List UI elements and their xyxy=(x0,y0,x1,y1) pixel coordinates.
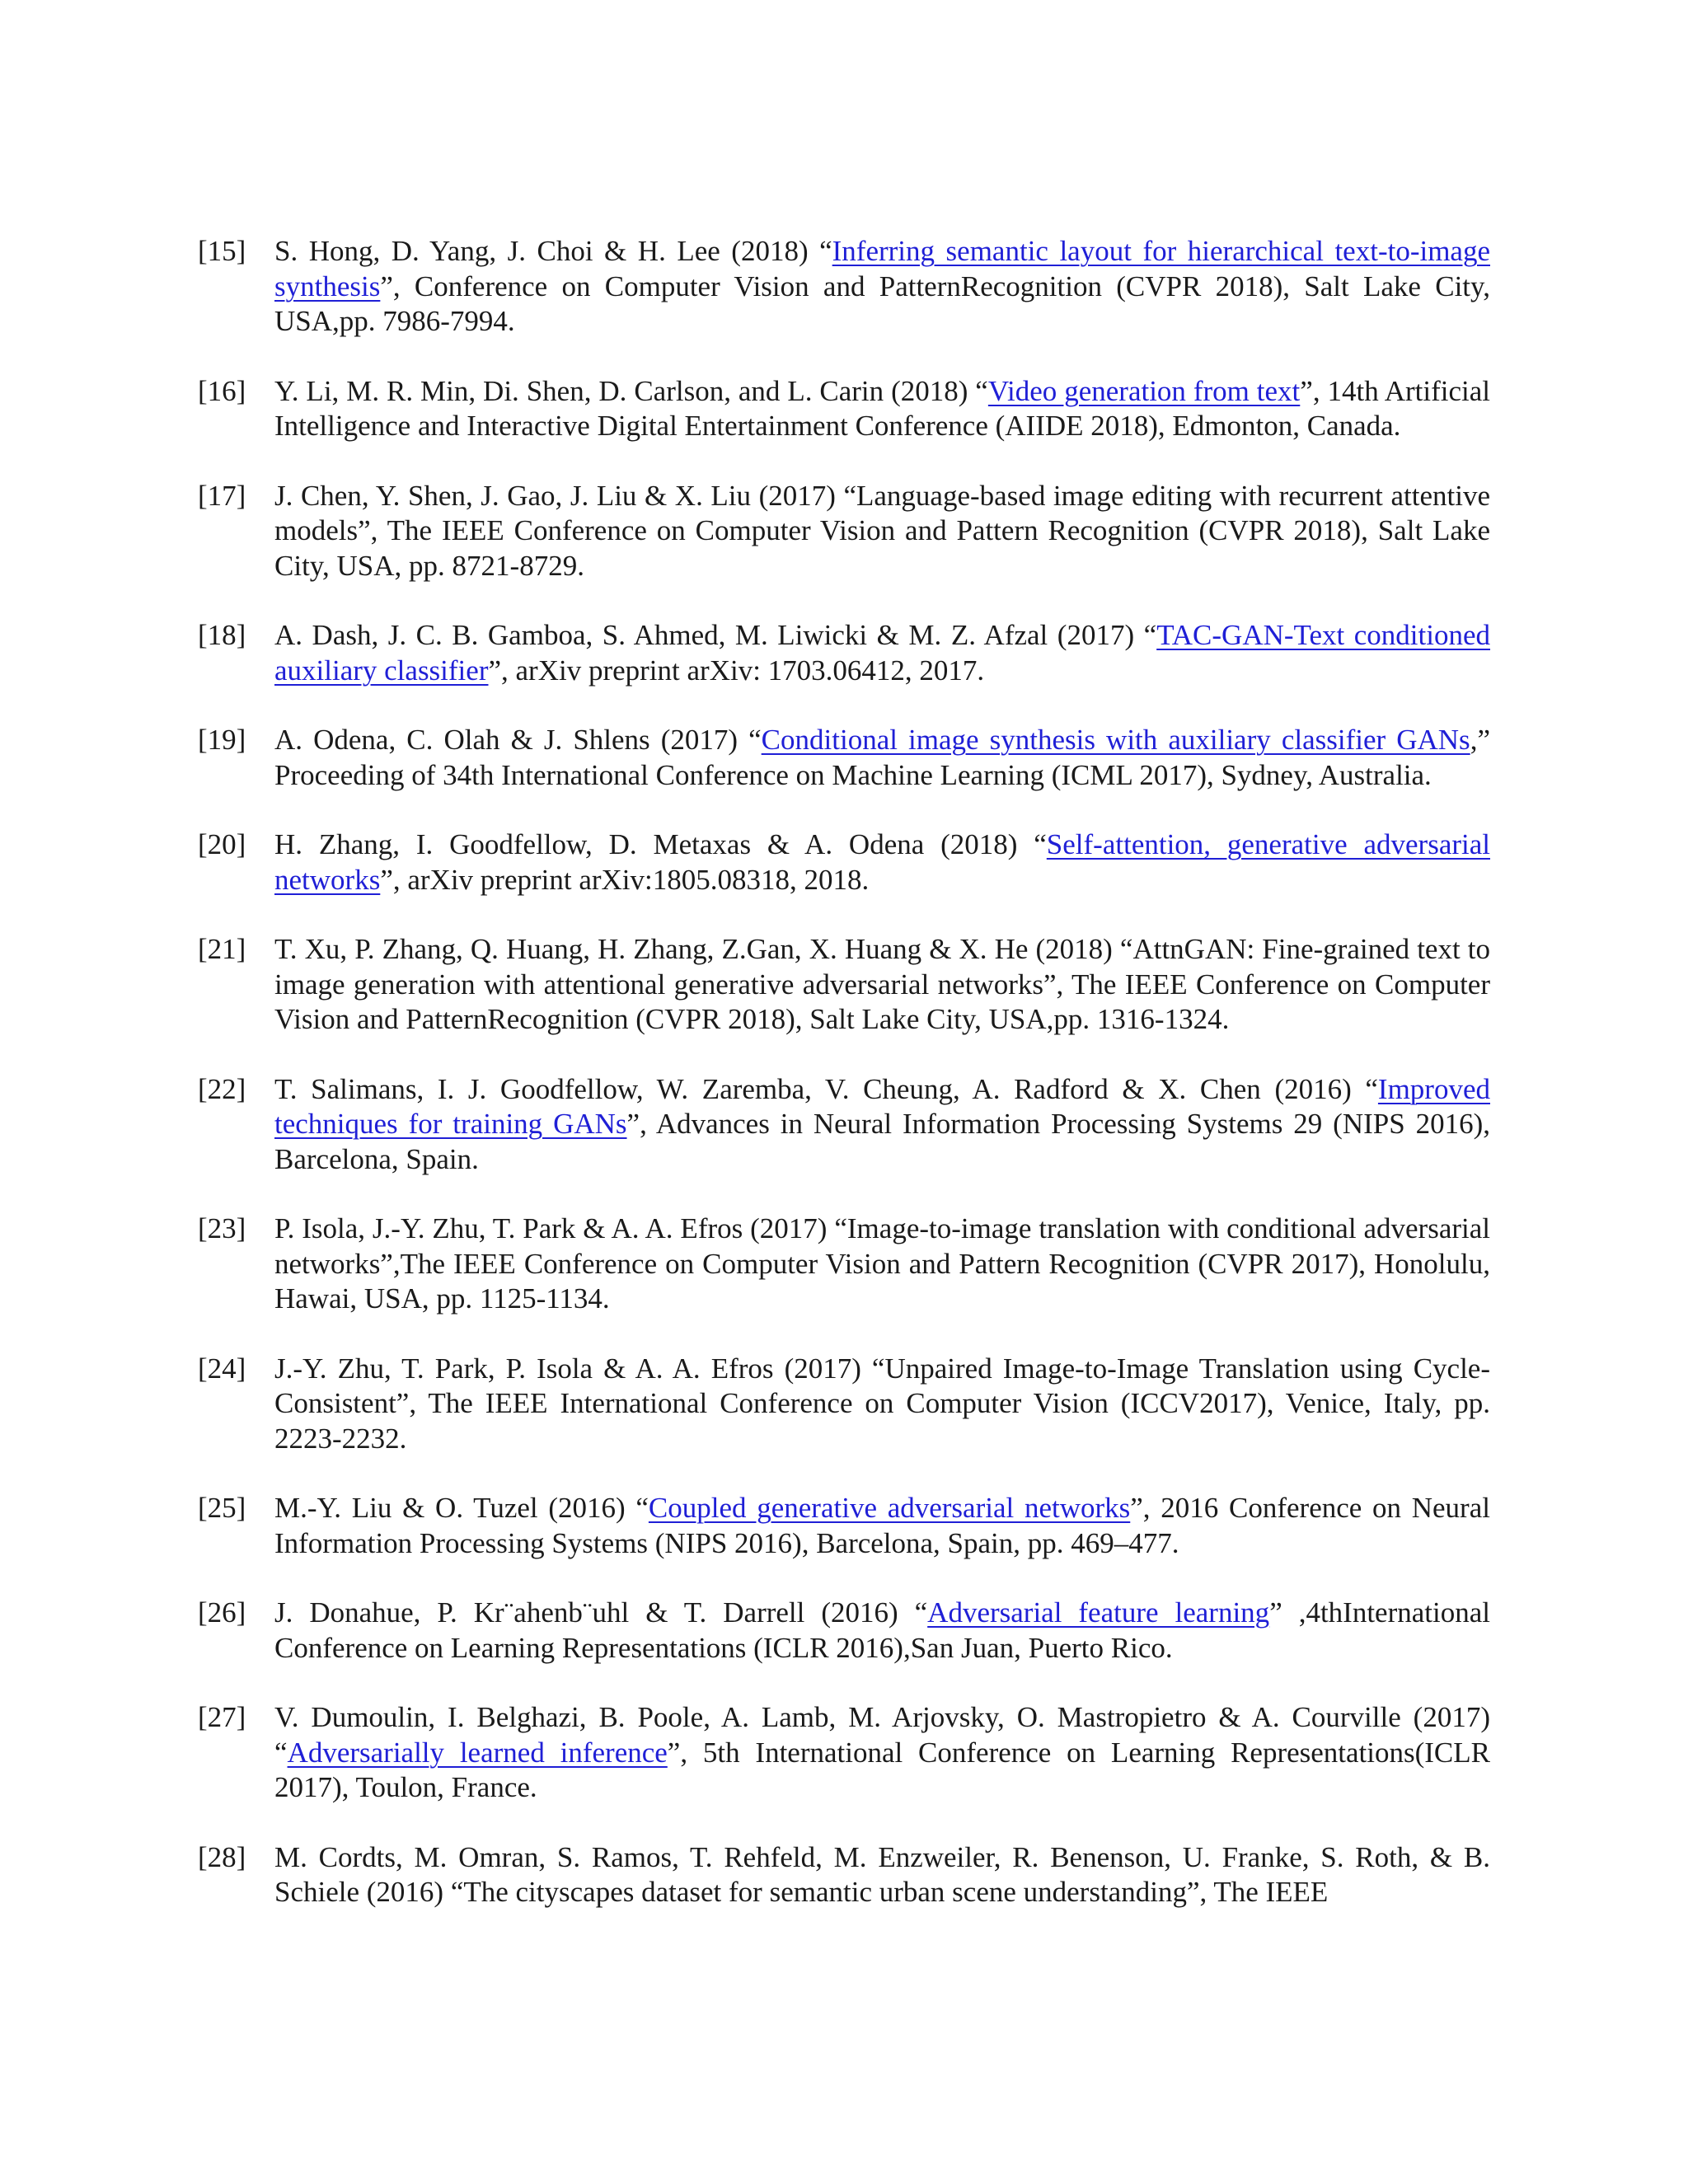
reference-text-lead: J. Chen, Y. Shen, J. Gao, J. Liu & X. Liu (2017) “Language-based image editing with recurrent attentive models”, The IEEE Conference on Computer Vision and Pattern Recognition (CVPR 2018), Salt Lake City, USA, pp. 8721-8729. xyxy=(274,479,1490,582)
reference-number: [20] xyxy=(198,828,246,860)
reference-entry xyxy=(198,618,1490,688)
reference-title-link[interactable]: Conditional image synthesis with auxiliary classifier GANs xyxy=(761,724,1470,756)
reference-entry xyxy=(198,1840,1490,1910)
reference-number: [19] xyxy=(198,724,246,756)
reference-number: [23] xyxy=(198,1212,246,1244)
reference-text xyxy=(274,1072,1490,1178)
reference-text-lead: S. Hong, D. Yang, J. Choi & H. Lee (2018) “ xyxy=(274,235,832,267)
reference-title-link[interactable]: Self-attention, generative adversarial networks xyxy=(274,828,1490,896)
reference-entry xyxy=(198,374,1490,444)
reference-list xyxy=(198,234,1490,1945)
reference-title-link[interactable]: Video generation from text xyxy=(987,374,1301,407)
reference-text-tail: ” ,4thInternational Conference on Learning Representations (ICLR 2016),San Juan, Puerto Rico. xyxy=(274,1596,1490,1664)
reference-text xyxy=(274,1840,1490,1910)
reference-entry xyxy=(198,1072,1490,1178)
reference-text xyxy=(274,1700,1490,1806)
reference-title-link[interactable]: Adversarial feature learning xyxy=(927,1596,1270,1629)
reference-entry xyxy=(198,1352,1490,1457)
reference-text-lead: J. Donahue, P. Kr¨ahenb¨uhl & T. Darrell (2016) “ xyxy=(274,1596,928,1629)
reference-text xyxy=(274,479,1490,584)
reference-text-lead: V. Dumoulin, I. Belghazi, B. Poole, A. Lamb, M. Arjovsky, O. Mastropietro & A. Courville (2017) “ xyxy=(274,1701,1490,1769)
reference-text xyxy=(274,1491,1490,1561)
reference-number: [22] xyxy=(198,1072,246,1105)
reference-title-link[interactable]: TAC-GAN-Text conditioned auxiliary classifier xyxy=(274,619,1490,687)
reference-text-tail: ,” Proceeding of 34th International Conference on Machine Learning (ICML 2017), Sydney, Australia. xyxy=(274,724,1490,791)
reference-number: [21] xyxy=(198,933,246,965)
reference-title-link[interactable]: Adversarially learned inference xyxy=(287,1736,668,1769)
reference-text-lead: Y. Li, M. R. Min, Di. Shen, D. Carlson, and L. Carin (2018) “ xyxy=(274,374,988,407)
reference-text-tail: ”, arXiv preprint arXiv:1805.08318, 2018. xyxy=(380,863,870,896)
reference-text-lead: H. Zhang, I. Goodfellow, D. Metaxas & A. Odena (2018) “ xyxy=(274,828,1047,860)
reference-text-lead: A. Odena, C. Olah & J. Shlens (2017) “ xyxy=(274,724,762,756)
reference-entry xyxy=(198,479,1490,584)
reference-text-tail: ”, 2016 Conference on Neural Information Processing Systems (NIPS 2016), Barcelona, Spain, pp. 469–477. xyxy=(274,1492,1490,1559)
reference-text xyxy=(274,374,1490,444)
reference-title-link[interactable]: Coupled generative adversarial networks xyxy=(648,1492,1131,1524)
reference-number: [16] xyxy=(198,374,246,407)
reference-text xyxy=(274,1352,1490,1457)
reference-number: [18] xyxy=(198,619,246,651)
reference-text-tail: ”, Conference on Computer Vision and PatternRecognition (CVPR 2018), Salt Lake City, USA,pp. 7986-7994. xyxy=(274,269,1490,337)
reference-text-lead: T. Salimans, I. J. Goodfellow, W. Zaremba, V. Cheung, A. Radford & X. Chen (2016) “ xyxy=(274,1072,1378,1105)
reference-entry xyxy=(198,827,1490,898)
reference-text-lead: P. Isola, J.-Y. Zhu, T. Park & A. A. Efros (2017) “Image-to-image translation with conditional adversarial networks”,The IEEE Conference on Computer Vision and Pattern Recognition (CVPR 2017), Honolulu, Hawai, USA, pp. 1125-1134. xyxy=(274,1212,1490,1315)
reference-number: [26] xyxy=(198,1596,246,1629)
reference-text xyxy=(274,618,1490,688)
reference-text xyxy=(274,1212,1490,1317)
reference-title-link[interactable]: Improved techniques for training GANs xyxy=(274,1072,1490,1140)
reference-entry xyxy=(198,234,1490,340)
reference-number: [25] xyxy=(198,1492,246,1524)
reference-text xyxy=(274,234,1490,340)
reference-number: [27] xyxy=(198,1701,246,1733)
reference-number: [17] xyxy=(198,479,246,512)
reference-entry xyxy=(198,932,1490,1038)
reference-number: [24] xyxy=(198,1352,246,1385)
reference-number: [28] xyxy=(198,1840,246,1873)
reference-text-tail: ”, arXiv preprint arXiv: 1703.06412, 2017. xyxy=(488,654,985,687)
reference-text-lead: J.-Y. Zhu, T. Park, P. Isola & A. A. Efros (2017) “Unpaired Image-to-Image Translation using Cycle-Consistent”, The IEEE International Conference on Computer Vision (ICCV2017), Venice, Italy, pp. 2223-2232. xyxy=(274,1352,1490,1455)
reference-text-lead: T. Xu, P. Zhang, Q. Huang, H. Zhang, Z.Gan, X. Huang & X. He (2018) “AttnGAN: Fine-grained text to image generation with attentional generative adversarial networks”, The IEEE Conference on Computer Vision and PatternRecognition (CVPR 2018), Salt Lake City, USA,pp. 1316-1324. xyxy=(274,933,1490,1035)
reference-text-lead: M. Cordts, M. Omran, S. Ramos, T. Rehfeld, M. Enzweiler, R. Benenson, U. Franke, S. Roth, & B. Schiele (2016) “The cityscapes dataset for semantic urban scene understanding”, The IEEE xyxy=(274,1840,1490,1908)
reference-text xyxy=(274,723,1490,793)
reference-text-tail: ”, Advances in Neural Information Processing Systems 29 (NIPS 2016), Barcelona, Spain. xyxy=(274,1108,1491,1175)
reference-text-tail: ”, 14th Artificial Intelligence and Interactive Digital Entertainment Conference (AIIDE 2018), Edmonton, Canada. xyxy=(274,374,1490,442)
reference-text-lead: A. Dash, J. C. B. Gamboa, S. Ahmed, M. Liwicki & M. Z. Afzal (2017) “ xyxy=(274,619,1157,651)
reference-entry xyxy=(198,1596,1490,1666)
reference-text xyxy=(274,827,1490,898)
reference-title-link[interactable]: Inferring semantic layout for hierarchical text-to-image synthesis xyxy=(274,235,1490,302)
reference-text xyxy=(274,932,1490,1038)
reference-entry xyxy=(198,1212,1490,1317)
reference-entry xyxy=(198,1700,1490,1806)
reference-text-lead: M.-Y. Liu & O. Tuzel (2016) “ xyxy=(274,1492,649,1524)
reference-number: [15] xyxy=(198,235,246,267)
reference-entry xyxy=(198,723,1490,793)
reference-entry xyxy=(198,1491,1490,1561)
reference-text xyxy=(274,1596,1490,1666)
reference-text-tail: ”, 5th International Conference on Learning Representations(ICLR 2017), Toulon, France. xyxy=(274,1736,1490,1803)
